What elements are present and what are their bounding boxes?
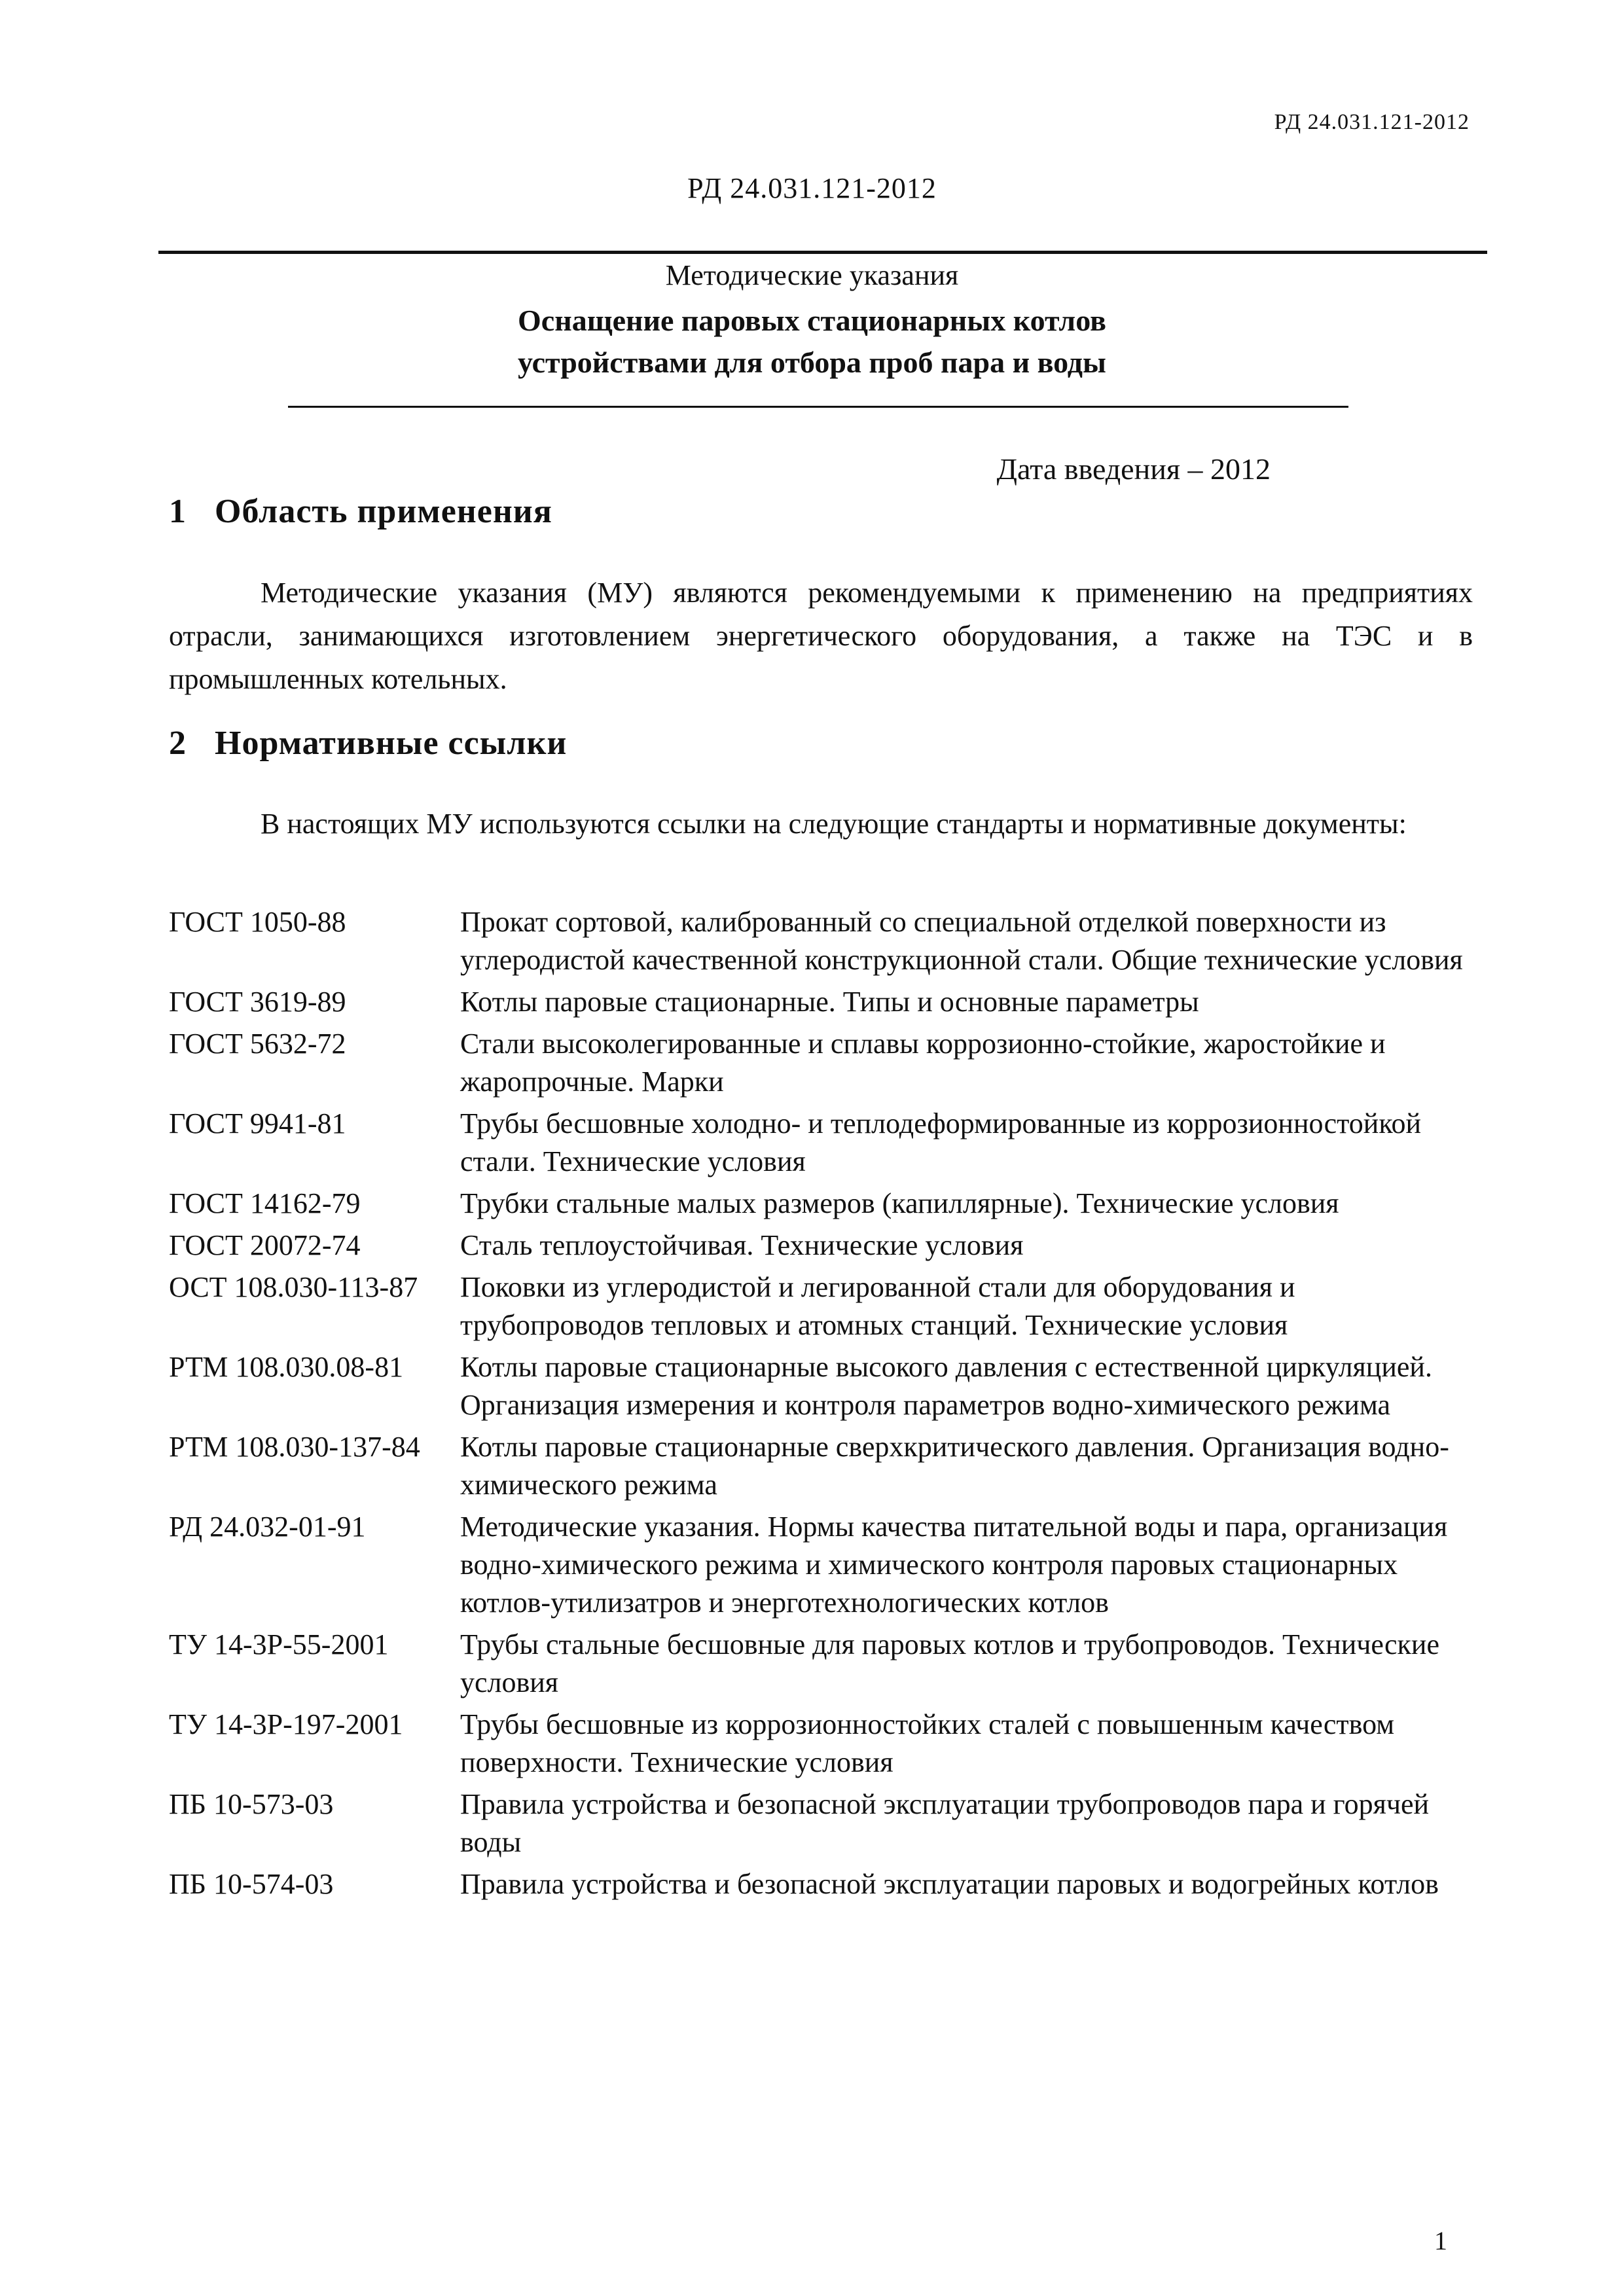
reference-title: Трубы бесшовные из коррозионностойких сталей с повышенным качеством поверхности. Технические условия: [460, 1708, 1395, 1778]
reference-title: Котлы паровые стационарные высокого давления с естественной циркуляцией. Организация измерения и контроля параметров водно-химического режима: [460, 1351, 1432, 1421]
reference-code: ГОСТ 3619-89: [169, 986, 346, 1018]
section-heading-scope: [169, 492, 552, 531]
reference-item: [169, 1428, 1473, 1504]
reference-code: ГОСТ 1050-88: [169, 906, 346, 938]
document-title-line-2: устройствами для отбора проб пара и воды: [518, 346, 1106, 379]
section-scope-text: [169, 571, 1473, 701]
reference-item: [169, 1105, 1473, 1181]
reference-title: Котлы паровые стационарные сверхкритического давления. Организация водно-химического режима: [460, 1431, 1449, 1501]
section-heading-references: [169, 724, 567, 762]
reference-item: [169, 1227, 1473, 1265]
reference-code: РТМ 108.030.08-81: [169, 1351, 404, 1383]
document-code: РД 24.031.121-2012: [687, 172, 937, 204]
reference-title: Методические указания. Нормы качества питательной воды и пара, организация водно-химического режима и химического контроля паровых стационарных котлов-утилизатров и энерготехнологических котлов: [460, 1511, 1448, 1619]
reference-code: ПБ 10-573-03: [169, 1788, 334, 1820]
page-number: 1: [1434, 2226, 1447, 2255]
title-divider-top: [158, 251, 1487, 254]
section-title: Нормативные ссылки: [215, 725, 568, 762]
title-divider-bottom: [288, 406, 1348, 408]
reference-title: Правила устройства и безопасной эксплуатации паровых и водогрейных котлов: [460, 1868, 1439, 1900]
reference-code: ТУ 14-3Р-55-2001: [169, 1628, 389, 1660]
reference-code: ТУ 14-3Р-197-2001: [169, 1708, 403, 1740]
reference-code: ГОСТ 5632-72: [169, 1028, 346, 1060]
reference-item: [169, 1865, 1473, 1903]
reference-item: [169, 983, 1473, 1021]
reference-code: ПБ 10-574-03: [169, 1868, 334, 1900]
document-type: Методические указания: [665, 259, 959, 291]
paragraph-text: В настоящих МУ используются ссылки на следующие стандарты и нормативные документы:: [261, 808, 1407, 840]
reference-code: ГОСТ 20072-74: [169, 1229, 361, 1261]
reference-item: [169, 903, 1473, 979]
section-title: Область применения: [215, 493, 552, 530]
reference-code: ОСТ 108.030-113-87: [169, 1271, 418, 1303]
reference-title: Прокат сортовой, калиброванный со специальной отделкой поверхности из углеродистой качественной конструкционной стали. Общие технические условия: [460, 906, 1463, 976]
paragraph-text: Методические указания (МУ) являются рекомендуемыми к применению на предприятиях отрасли, занимающихся изготовлением энергетического оборудования, а также на ТЭС и в промышленных котельных.: [169, 577, 1473, 695]
section-number: 2: [169, 725, 187, 762]
references-list: [169, 903, 1473, 1907]
reference-item: [169, 1626, 1473, 1702]
running-header-code: РД 24.031.121-2012: [1274, 110, 1470, 134]
reference-title: Котлы паровые стационарные. Типы и основные параметры: [460, 986, 1199, 1018]
reference-code: РТМ 108.030-137-84: [169, 1431, 420, 1463]
reference-code: ГОСТ 14162-79: [169, 1187, 361, 1219]
reference-item: [169, 1785, 1473, 1861]
reference-item: [169, 1025, 1473, 1101]
section-number: 1: [169, 493, 187, 530]
section-references-intro: [169, 802, 1473, 846]
reference-title: Трубы бесшовные холодно- и теплодеформированные из коррозионностойкой стали. Технические условия: [460, 1107, 1422, 1177]
reference-title: Поковки из углеродистой и легированной стали для оборудования и трубопроводов тепловых и атомных станций. Технические условия: [460, 1271, 1295, 1341]
reference-item: [169, 1348, 1473, 1424]
reference-title: Стали высоколегированные и сплавы коррозионно-стойкие, жаростойкие и жаропрочные. Марки: [460, 1028, 1386, 1098]
document-title: [0, 300, 1624, 384]
reference-title: Трубки стальные малых размеров (капиллярные). Технические условия: [460, 1187, 1339, 1219]
reference-title: Сталь теплоустойчивая. Технические условия: [460, 1229, 1024, 1261]
reference-title: Трубы стальные бесшовные для паровых котлов и трубопроводов. Технические условия: [460, 1628, 1439, 1698]
reference-title: Правила устройства и безопасной эксплуатации трубопроводов пара и горячей воды: [460, 1788, 1430, 1858]
reference-item: [169, 1508, 1473, 1622]
introduction-date: Дата введения – 2012: [996, 452, 1271, 486]
reference-item: [169, 1268, 1473, 1344]
reference-code: РД 24.032-01-91: [169, 1511, 366, 1543]
reference-item: [169, 1706, 1473, 1782]
reference-code: ГОСТ 9941-81: [169, 1107, 346, 1139]
reference-item: [169, 1185, 1473, 1223]
document-title-line-1: Оснащение паровых стационарных котлов: [518, 304, 1106, 337]
